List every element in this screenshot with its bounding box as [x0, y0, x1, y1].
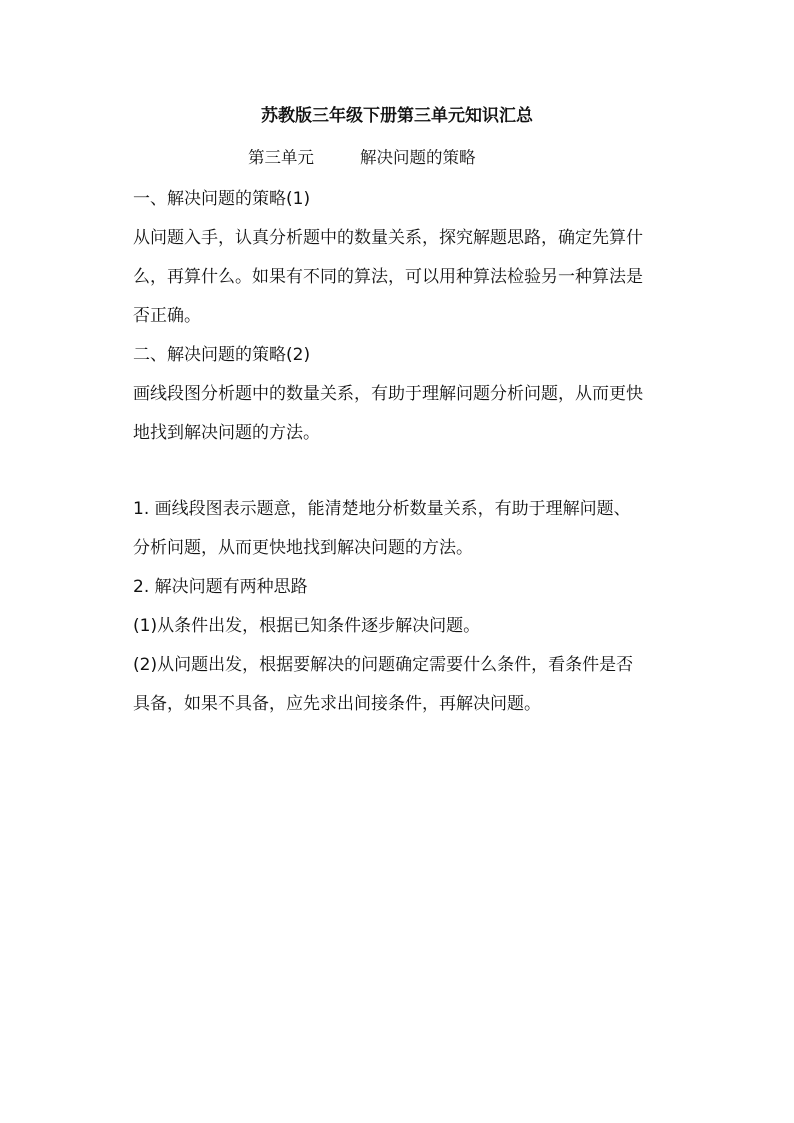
blank-spacer: [133, 453, 668, 490]
sub-point-1: (1)从条件出发，根据已知条件逐步解决问题。: [133, 616, 481, 636]
paragraph-line: 从问题入手，认真分析题中的数量关系，探究解题思路，确定先算什: [133, 228, 643, 248]
section-heading-strategy-1: 一、解决问题的策略(1): [133, 189, 311, 209]
document-title: 苏教版三年级下册第三单元知识汇总: [261, 106, 533, 126]
paragraph-line: 画线段图分析题中的数量关系，有助于理解问题分析问题，从而更快: [133, 384, 643, 404]
paragraph-line: 具备，如果不具备，应先求出间接条件，再解决问题。: [133, 694, 541, 714]
document-subtitle: [248, 145, 476, 171]
section-heading-strategy-2: 二、解决问题的策略(2): [133, 345, 311, 365]
numbered-point-2: 2. 解决问题有两种思路: [133, 577, 308, 597]
numbered-point-1: 1. 画线段图表示题意，能清楚地分析数量关系，有助于理解问题、: [133, 499, 631, 519]
subtitle-unit: 第三单元: [248, 148, 314, 167]
document-body: [133, 180, 668, 724]
paragraph-line: 地找到解决问题的方法。: [133, 423, 320, 443]
paragraph-line: 么，再算什么。如果有不同的算法，可以用种算法检验另一种算法是: [133, 267, 643, 287]
paragraph-line: 分析问题，从而更快地找到解决问题的方法。: [133, 538, 473, 558]
subtitle-topic: 解决问题的策略: [360, 148, 476, 167]
sub-point-2: (2)从问题出发，根据要解决的问题确定需要什么条件，看条件是否: [133, 655, 634, 675]
paragraph-line: 否正确。: [133, 306, 201, 326]
